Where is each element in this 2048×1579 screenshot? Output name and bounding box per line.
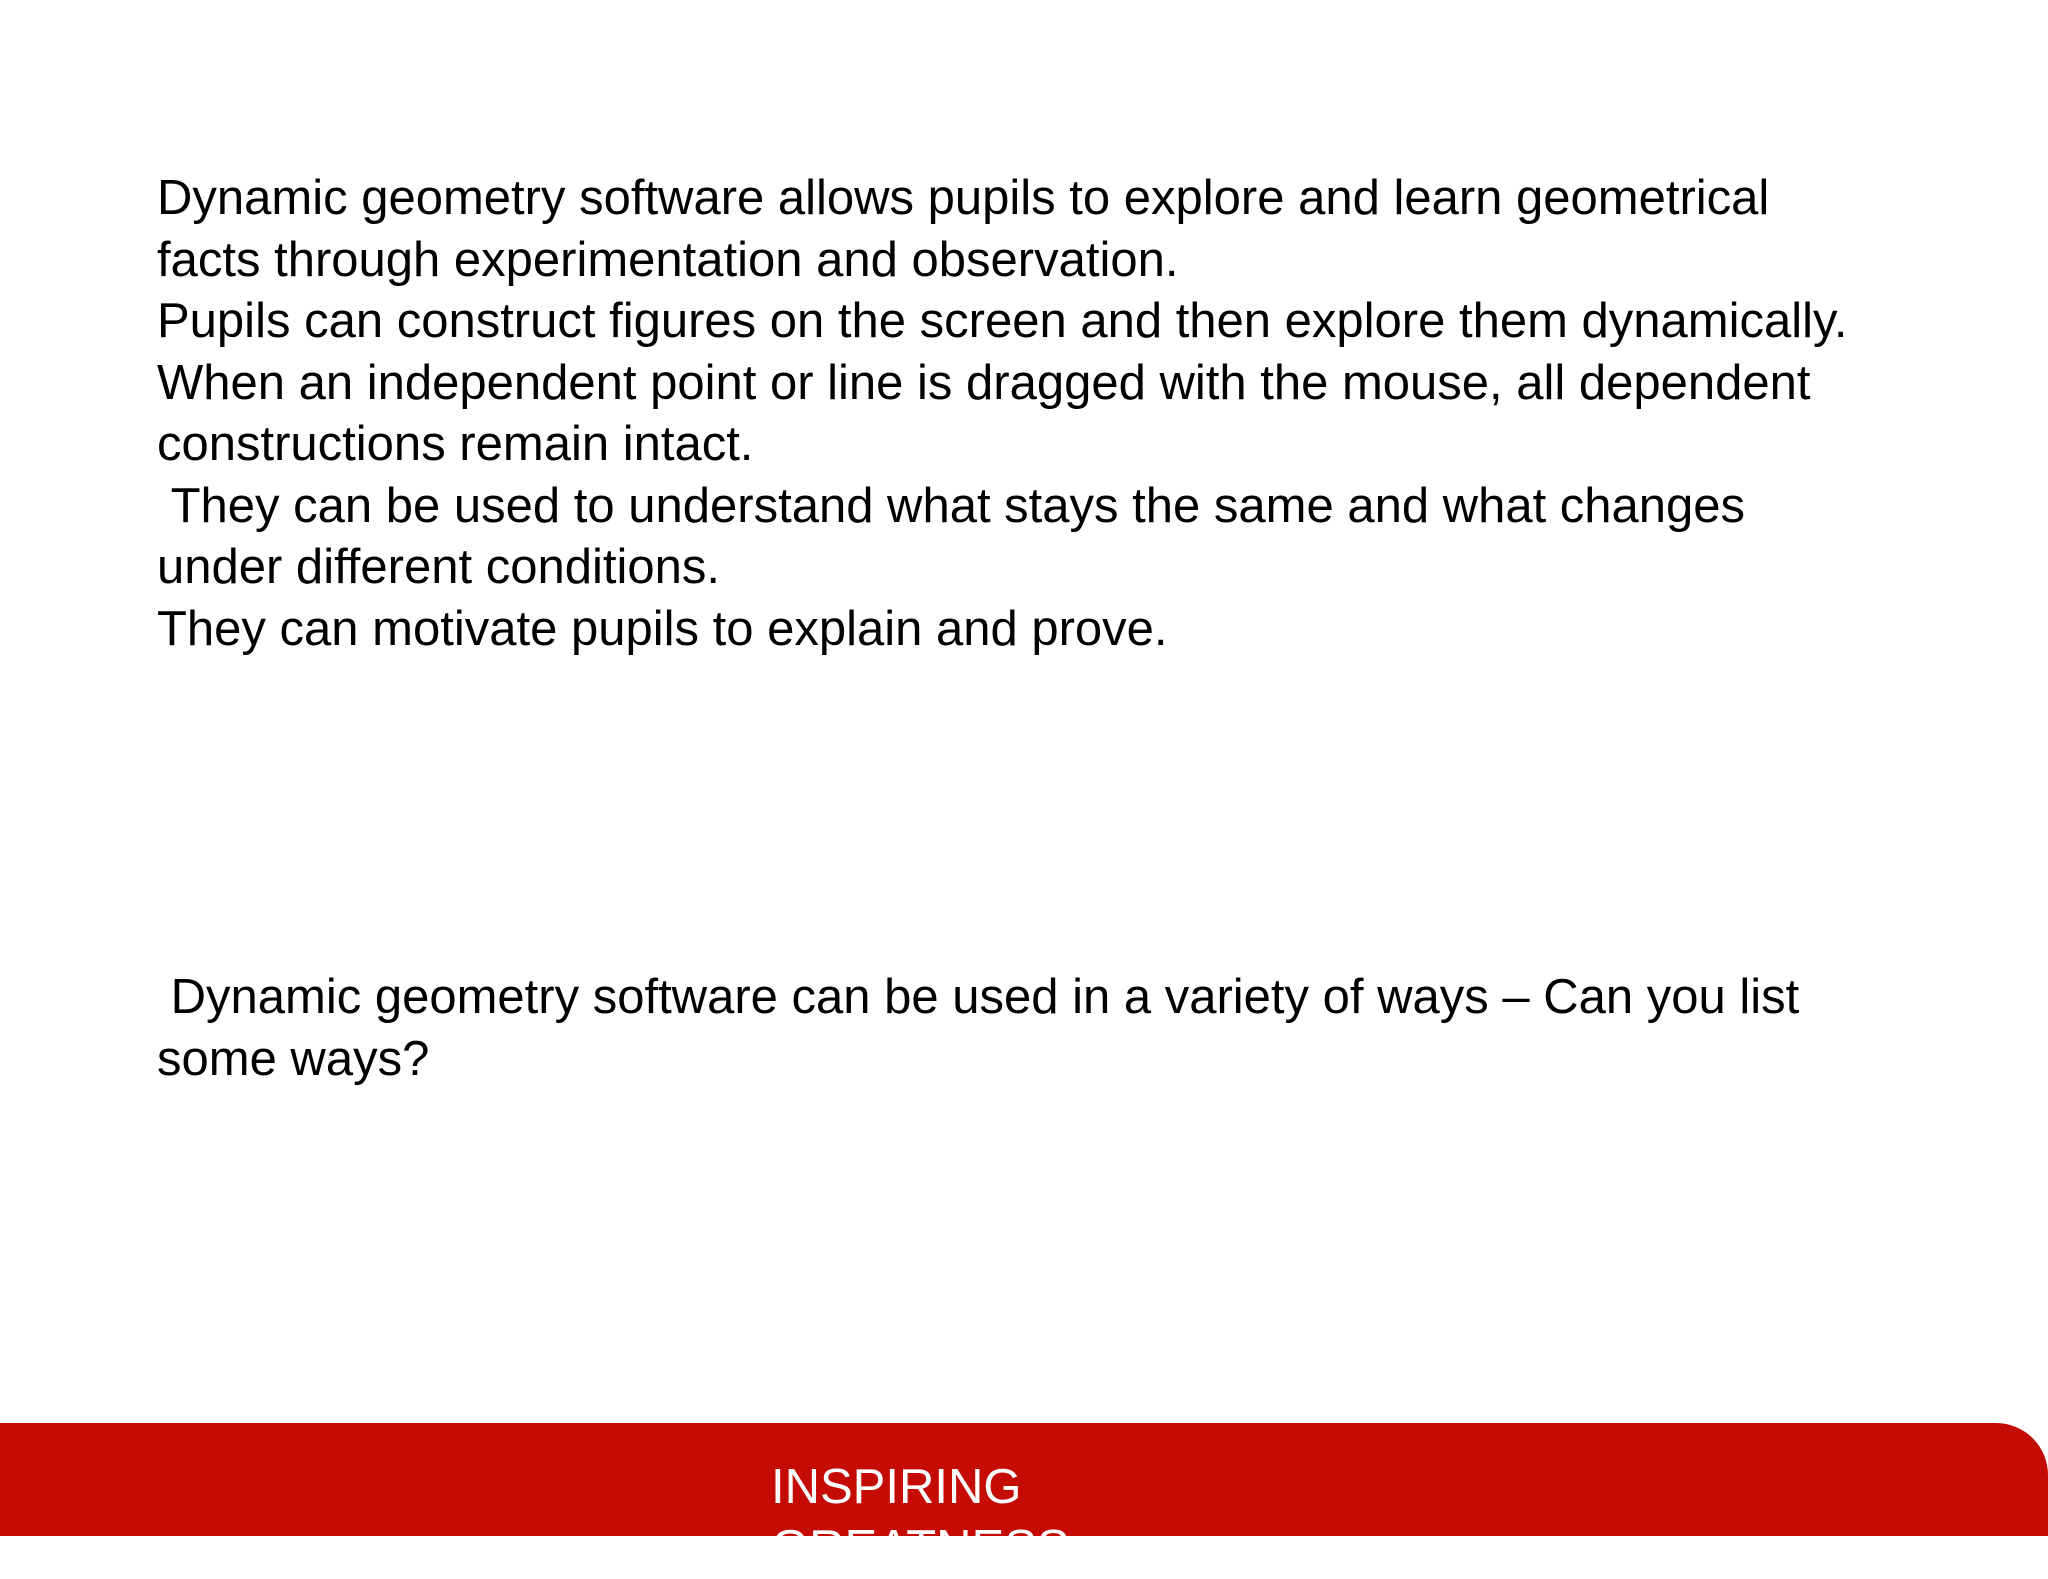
paragraph-construct-figures: Pupils can construct figures on the screen and then explore them dynamically.	[157, 294, 1848, 348]
footer-band	[0, 1423, 2048, 1575]
footer-tagline: INSPIRING GREATNESS	[771, 1460, 1070, 1575]
slide-body-text	[157, 168, 1877, 660]
paragraph-dragging: When an independent point or line is dragged with the mouse, all dependent constructions remain intact.	[157, 355, 1825, 471]
paragraph-explain-prove: They can motivate pupils to explain and prove.	[157, 601, 1168, 656]
question-text: Dynamic geometry software can be used in a variety of ways – Can you list some ways?	[157, 970, 1813, 1086]
paragraph-exploration: Dynamic geometry software allows pupils to explore and learn geometrical facts through experimentation and observation.	[157, 171, 1783, 287]
paragraph-what-stays-same: They can be used to understand what stays the same and what changes under different conditions.	[157, 478, 1759, 594]
